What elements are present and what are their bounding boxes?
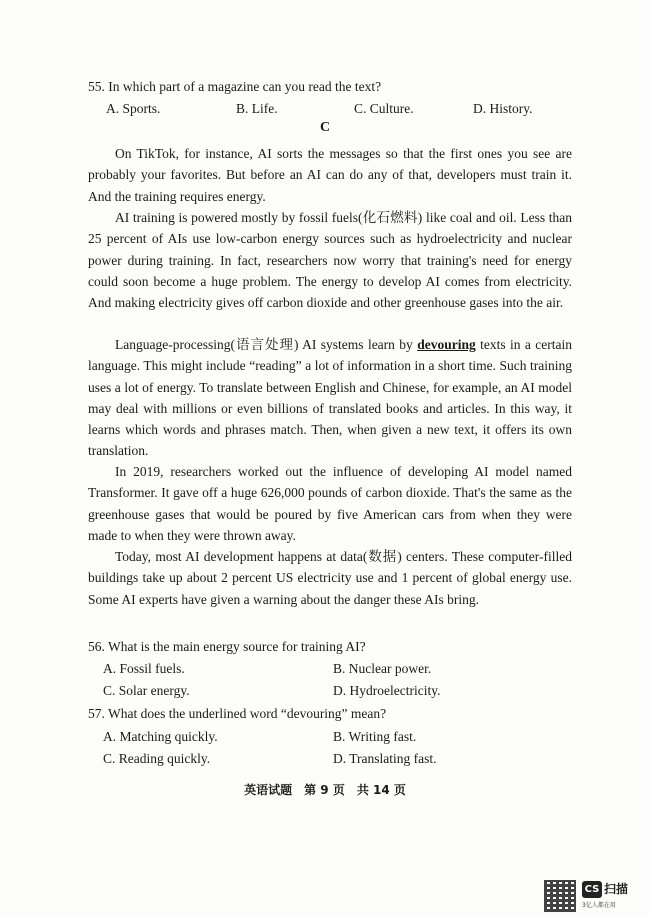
scanner-tagline: 3亿人都在用 [582,902,616,909]
q56-option-c[interactable]: C. Solar energy. [103,683,190,698]
question-56: 56. What is the main energy source for training AI? [88,639,366,654]
q57-option-c[interactable]: C. Reading quickly. [103,751,211,766]
section-title: C [319,120,331,135]
passage-paragraph-5: Today, most AI development happens at data(数据) centers. These computer-filled buildings take up about 2 percent US electricity use and 1 percent of global energy use. Some AI experts have given a warning about the danger these AIs bring. [88,549,572,607]
q57-option-b[interactable]: B. Writing fast. [333,729,417,744]
passage-paragraph-4: In 2019, researchers worked out the influence of developing AI model named Transformer. It gave off a huge 626,000 pounds of carbon dioxide. That's the same as the greenhouse gases that would be poured by five American cars from when they were made to when they were thrown away. [88,464,572,543]
q55-option-b[interactable]: B. Life. [236,101,278,116]
q55-option-d[interactable]: D. History. [473,101,533,116]
passage-paragraph-2: AI training is powered mostly by fossil fuels(化石燃料) like coal and oil. Less than 25 percent of AIs use low-carbon energy sources such as hydroelectricity and nuclear power during training. In fact, researchers now worry that training's need for energy could soon become a huge problem. The energy to develop AI comes from electricity. And making electricity gives off carbon dioxide and other greenhouse gases into the air. [88,210,572,311]
question-55: 55. In which part of a magazine can you read the text? [88,79,382,94]
q56-option-a[interactable]: A. Fossil fuels. [103,661,185,676]
scanner-logo: CS [582,881,602,898]
passage-paragraph-3 [88,334,572,462]
q57-option-a[interactable]: A. Matching quickly. [103,729,218,744]
p3-text-before: Language-processing(语言处理) AI systems learn by [115,337,418,352]
q55-option-c[interactable]: C. Culture. [354,101,414,116]
q57-option-d[interactable]: D. Translating fast. [333,751,437,766]
passage-paragraph-1: On TikTok, for instance, AI sorts the messages so that the first ones you see are probably your favorites. But before an AI can do any of that, developers must train it. And the training requires energy. [88,146,572,204]
scanner-label: 扫描 [604,882,629,896]
question-57: 57. What does the underlined word “devouring” mean? [88,706,387,721]
underlined-word-devouring: devouring [417,337,476,352]
q56-option-b[interactable]: B. Nuclear power. [333,661,432,676]
qr-code-icon [544,880,576,912]
q55-option-a[interactable]: A. Sports. [106,101,161,116]
page-footer: 英语试题 第 9 页 共 14 页 [244,783,406,797]
q56-option-d[interactable]: D. Hydroelectricity. [333,683,441,698]
p3-text-after: texts in a certain language. This might include “reading” a lot of information in a short time. Such training uses a lot of energy. To translate between English and Chinese, for example, an AI model may deal with millions or even billions of translated books and articles. In this way, it learns which words and phrases match. Then, when given a new text, it offers its own translation. [88,337,572,459]
